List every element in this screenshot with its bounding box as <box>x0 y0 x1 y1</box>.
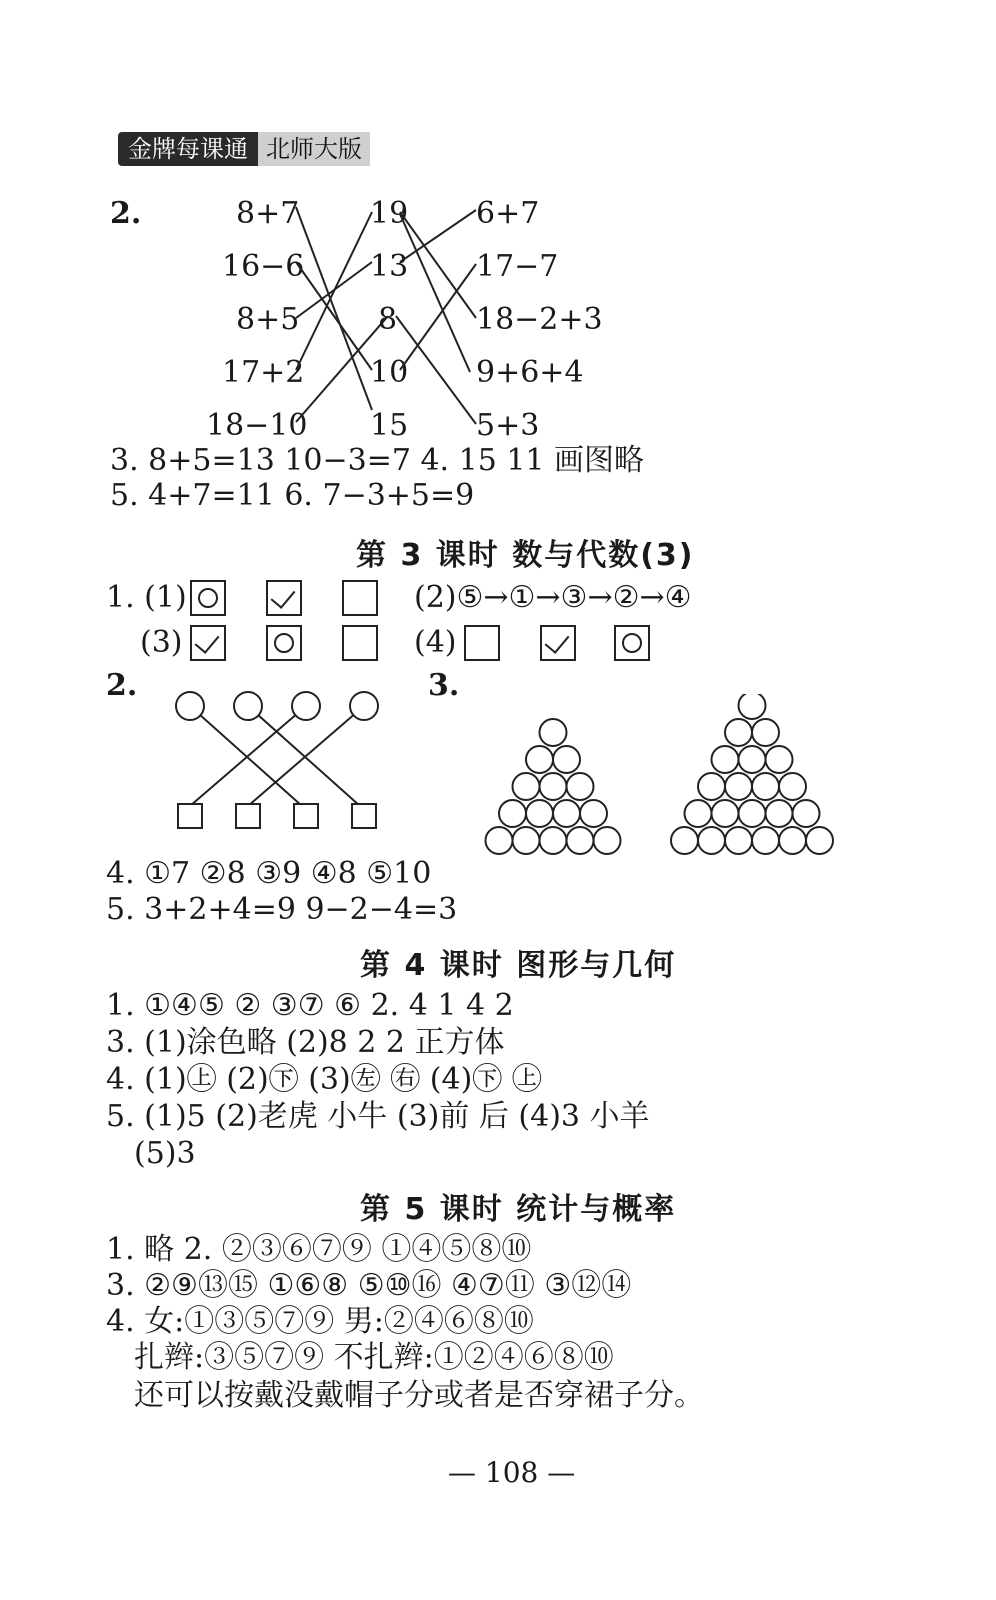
stack-circle <box>553 800 580 827</box>
stack-circle <box>513 773 540 800</box>
stack-circle <box>806 827 833 854</box>
stack-circle <box>739 746 766 773</box>
square-check-box <box>190 625 226 661</box>
s3-q1-part2: (2)⑤→①→③→②→④ <box>414 580 692 615</box>
middle-num-5: 15 <box>370 408 409 443</box>
stack-circle <box>739 800 766 827</box>
stack-circle <box>685 800 712 827</box>
brand-label: 金牌每课通 <box>118 132 258 166</box>
s3-q4: 4. ①7 ②8 ③9 ④8 ⑤10 <box>106 856 432 891</box>
stack-circle <box>779 773 806 800</box>
empty-square-box <box>464 625 500 661</box>
section-3-title: 第 3 课时 数与代数(3) <box>356 538 695 573</box>
s5-line-3: 4. 女:①③⑤⑦⑨ 男:②④⑥⑧⑩ <box>106 1304 534 1339</box>
middle-num-3: 8 <box>378 302 398 337</box>
stack-circle <box>540 773 567 800</box>
stack-circle <box>526 800 553 827</box>
middle-num-4: 10 <box>370 355 409 390</box>
circle-triangle-6-rows <box>664 694 840 856</box>
stack-circle <box>499 800 526 827</box>
stack-circle <box>779 827 806 854</box>
s4-line-3: 4. (1)㊤ (2)㊦ (3)㊧ ㊨ (4)㊦ ㊤ <box>106 1062 542 1097</box>
s3-q1-part4: (4) <box>414 625 457 660</box>
stack-circle <box>725 773 752 800</box>
s5-line-1: 1. 略 2. ②③⑥⑦⑨ ①④⑤⑧⑩ <box>106 1232 532 1267</box>
square-circle-box <box>190 580 226 616</box>
circle-triangle-5-rows <box>478 716 628 856</box>
s4-line-5: (5)3 <box>134 1136 196 1171</box>
page-number: — 108 — <box>448 1456 576 1489</box>
middle-num-2: 13 <box>370 249 409 284</box>
stack-circle <box>766 800 793 827</box>
stack-circle <box>725 719 752 746</box>
stack-circle <box>513 827 540 854</box>
answer-line-3: 3. 8+5=13 10−3=7 4. 15 11 画图略 <box>110 443 645 478</box>
stack-circle <box>567 773 594 800</box>
s3-q5: 5. 3+2+4=9 9−2−4=3 <box>106 892 458 927</box>
stack-circle <box>671 827 698 854</box>
edition-label: 北师大版 <box>258 132 370 166</box>
stack-circle <box>594 827 621 854</box>
right-expr-5: 5+3 <box>476 408 540 443</box>
s5-line-4: 扎辫:③⑤⑦⑨ 不扎辫:①②④⑥⑧⑩ <box>134 1340 614 1375</box>
stack-circle <box>752 827 779 854</box>
stack-circle <box>553 746 580 773</box>
square-check-box <box>540 625 576 661</box>
left-expr-1: 8+7 <box>236 196 300 231</box>
s3-q1-part3: (3) <box>140 625 183 660</box>
s3-q1-part1: 1. (1) <box>106 580 187 615</box>
empty-square-box <box>342 580 378 616</box>
stack-circle <box>712 746 739 773</box>
q2a-number: 2. <box>110 196 142 231</box>
s4-line-2: 3. (1)涂色略 (2)8 2 2 正方体 <box>106 1025 505 1060</box>
s4-line-4: 5. (1)5 (2)老虎 小牛 (3)前 后 (4)3 小羊 <box>106 1099 650 1134</box>
answer-line-5: 5. 4+7=11 6. 7−3+5=9 <box>110 478 475 513</box>
section-5-title: 第 5 课时 统计与概率 <box>360 1192 677 1227</box>
empty-square-box <box>342 625 378 661</box>
square-circle-box <box>614 625 650 661</box>
s3-q3-number: 3. <box>428 668 460 703</box>
stack-circle <box>540 827 567 854</box>
s5-line-5: 还可以按戴没戴帽子分或者是否穿裙子分。 <box>134 1378 704 1413</box>
section-4-title: 第 4 课时 图形与几何 <box>360 948 677 983</box>
s3-q2-number: 2. <box>106 668 138 703</box>
stack-circle <box>725 827 752 854</box>
stack-circle <box>793 800 820 827</box>
stack-circle <box>486 827 513 854</box>
left-expr-2: 16−6 <box>222 249 305 284</box>
middle-num-1: 19 <box>370 196 409 231</box>
s5-line-2: 3. ②⑨⑬⑮ ①⑥⑧ ⑤⑩⑯ ④⑦⑪ ③⑫⑭ <box>106 1268 632 1303</box>
stack-circle <box>698 773 725 800</box>
stack-circle <box>698 827 725 854</box>
stack-circle <box>526 746 553 773</box>
stack-circle <box>766 746 793 773</box>
left-expr-5: 18−10 <box>206 408 308 443</box>
square-circle-box <box>266 625 302 661</box>
left-expr-4: 17+2 <box>222 355 305 390</box>
stack-circle <box>567 827 594 854</box>
right-expr-4: 9+6+4 <box>476 355 584 390</box>
s4-line-1: 1. ①④⑤ ② ③⑦ ⑥ 2. 4 1 4 2 <box>106 988 514 1023</box>
stack-circle <box>540 719 567 746</box>
right-expr-1: 6+7 <box>476 196 540 231</box>
stack-circle <box>712 800 739 827</box>
stack-circle <box>580 800 607 827</box>
right-expr-3: 18−2+3 <box>476 302 603 337</box>
matching-lines <box>0 0 996 460</box>
stack-circle <box>752 773 779 800</box>
square-check-box <box>266 580 302 616</box>
circles-squares-matching-figure <box>160 686 400 836</box>
right-expr-2: 17−7 <box>476 249 559 284</box>
stack-circle <box>739 694 766 719</box>
stack-circle <box>752 719 779 746</box>
left-expr-3: 8+5 <box>236 302 300 337</box>
